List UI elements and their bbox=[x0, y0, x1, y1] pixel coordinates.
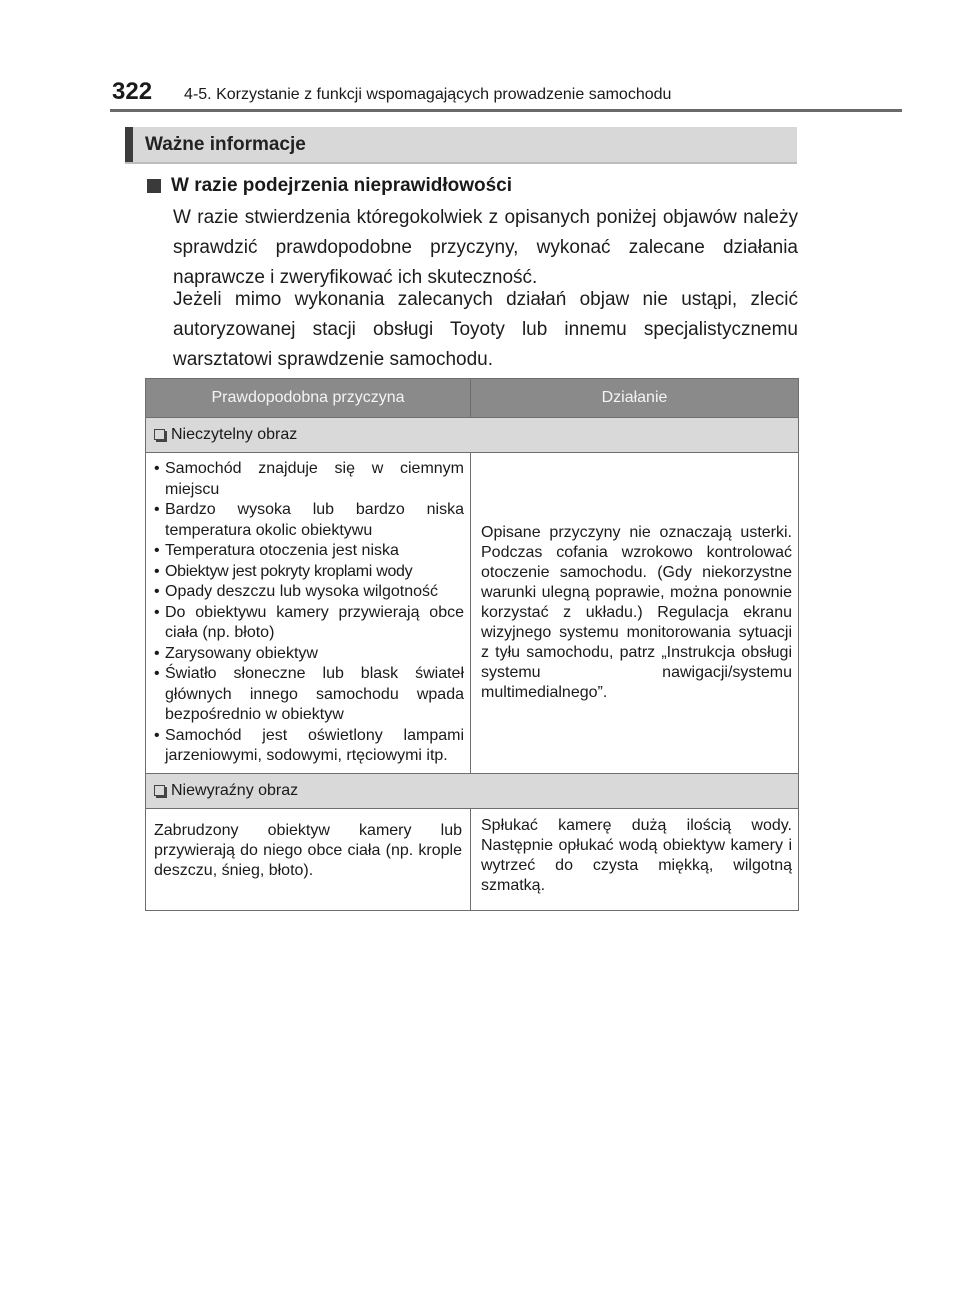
group-row-unreadable bbox=[146, 418, 799, 453]
list-item: • Zarysowany obiektyw bbox=[154, 644, 464, 665]
paragraph-service: Jeżeli mimo wykonania zalecanych działań objaw nie ustąpi, zlecić autoryzowanej stacji obsługi Toyoty lub innemu specjalistycznemu warsztatowi sprawdzenie samochodu. bbox=[173, 289, 798, 370]
list-item: • Obiektyw jest pokryty kroplami wody bbox=[154, 562, 464, 583]
info-box-divider bbox=[125, 162, 797, 164]
table-row bbox=[146, 808, 799, 910]
header-divider bbox=[110, 109, 902, 112]
checkbox-icon bbox=[154, 429, 165, 440]
list-item: • Opady deszczu lub wysoka wilgotność bbox=[154, 582, 464, 603]
page-header bbox=[112, 78, 671, 106]
group-label-cell bbox=[146, 418, 799, 453]
column-header-action: Działanie bbox=[471, 379, 799, 418]
cause-cell: Zabrudzony obiektyw kamery lub przywierają do niego obce ciała (np. krople deszczu, śnieg, błoto). bbox=[146, 808, 471, 910]
causes-cell bbox=[146, 453, 471, 774]
group-label-cell bbox=[146, 773, 799, 808]
list-item: • Temperatura otoczenia jest niska bbox=[154, 541, 464, 562]
action-cell bbox=[471, 453, 799, 774]
subheading bbox=[147, 175, 512, 197]
list-item: • Bardzo wysoka lub bardzo niska temperatura okolic obiektywu bbox=[154, 500, 464, 541]
list-item: • Do obiektywu kamery przywierają obce ciała (np. błoto) bbox=[154, 603, 464, 644]
list-item: • Światło słoneczne lub blask świateł głównych innego samochodu wpada bezpośrednio w obiektyw bbox=[154, 664, 464, 726]
group-row-blurry bbox=[146, 773, 799, 808]
group-label: Nieczytelny obraz bbox=[171, 426, 298, 443]
list-item: • Samochód jest oświetlony lampami jarzeniowymi, sodowymi, rtęciowymi itp. bbox=[154, 726, 464, 767]
info-box-title: Ważne informacje bbox=[125, 127, 797, 162]
column-header-cause: Prawdopodobna przyczyna bbox=[146, 379, 471, 418]
paragraph-intro: W razie stwierdzenia któregokolwiek z opisanych poniżej objawów należy sprawdzić prawdopodobne przyczyny, wykonać zalecane działania naprawcze i zweryfikować ich skuteczność. bbox=[173, 207, 798, 288]
checkbox-icon bbox=[154, 785, 165, 796]
square-bullet-icon bbox=[147, 179, 161, 193]
list-item: • Samochód znajduje się w ciemnym miejscu bbox=[154, 459, 464, 500]
section-title: 4-5. Korzystanie z funkcji wspomagających prowadzenie samochodu bbox=[184, 86, 672, 103]
troubleshooting-table bbox=[145, 378, 799, 911]
action-cell: Spłukać kamerę dużą ilością wody. Następnie opłukać wodą obiektyw kamery i wytrzeć do czysta miękką, wilgotną szmatką. bbox=[471, 808, 799, 910]
table-header-row bbox=[146, 379, 799, 418]
table-row bbox=[146, 453, 799, 774]
subheading-text: W razie podejrzenia nieprawidłowości bbox=[171, 175, 513, 196]
page-number: 322 bbox=[112, 78, 153, 105]
group-label: Niewyraźny obraz bbox=[171, 781, 299, 799]
cause-list bbox=[154, 459, 464, 767]
action-text: Opisane przyczyny nie oznaczają usterki. Podczas cofania wzrokowo kontrolować otoczenie samochodu. (Gdy niekorzystne warunki ulegną poprawie, można ponownie korzystać z układu.) Regulacja ekranu wizyjnego systemu monitorowania sytuacji z tyłu samochodu, patrz „Instrukcja obsługi systemu nawigacji/systemu multimedialnego”. bbox=[481, 523, 792, 701]
